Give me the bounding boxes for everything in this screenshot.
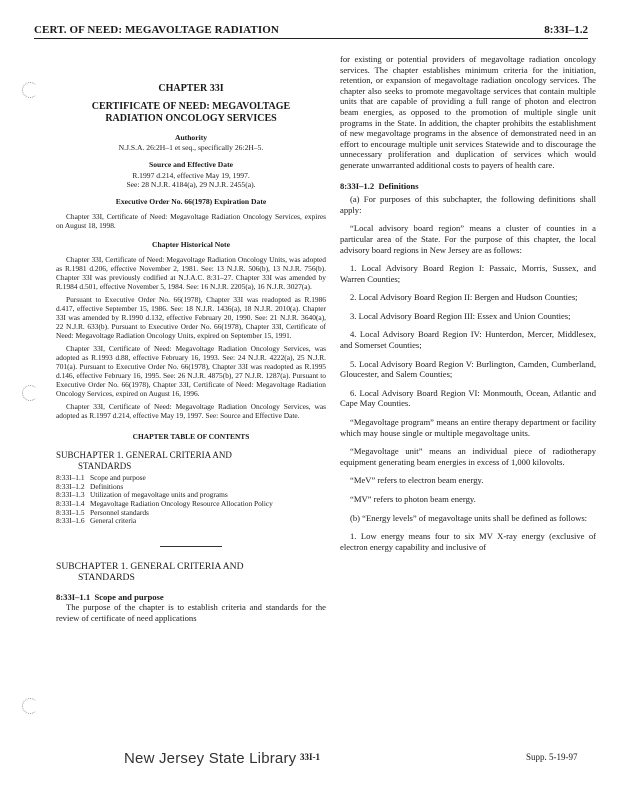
source-line: R.1997 d.214, effective May 19, 1997. bbox=[132, 170, 250, 180]
left-column bbox=[56, 54, 326, 624]
region-item: 3. Local Advisory Board Region III: Essex and Union Counties; bbox=[350, 310, 571, 321]
library-stamp: New Jersey State Library bbox=[124, 750, 297, 767]
chapter-title: CERTIFICATE OF NEED: MEGAVOLTAGE RADIATION ONCOLOGY SERVICES bbox=[91, 100, 291, 124]
historical-note bbox=[56, 255, 326, 420]
region-item: 2. Local Advisory Board Region II: Bergen and Hudson Counties; bbox=[350, 292, 578, 303]
toc-item[interactable]: 8:33I–1.2 Definitions bbox=[56, 481, 124, 491]
source-line: See: 28 N.J.R. 4184(a), 29 N.J.R. 2455(a). bbox=[126, 180, 256, 190]
definition-mev: “MeV” refers to electron beam energy. bbox=[350, 475, 484, 486]
punch-hole-mark bbox=[22, 82, 38, 98]
region-item: 5. Local Advisory Board Region V: Burlington, Camden, Cumberland, Gloucester, and Salem Counties; bbox=[340, 358, 596, 380]
section-body: The purpose of the chapter is to establish criteria and standards for the review of certificate of need applications bbox=[56, 602, 326, 623]
history-paragraph: Pursuant to Executive Order No. 66(1978), Chapter 33I was readopted as R.1986 d.417, effective September 15, 1986. See: 18 N.J.R. 1436(a), 18 N.J.R. 2010(a). Chapter 33I was amended by R.1990 d.132, effective February 20, 1990. See: 21 N.J.R. 3640(a), 22 N.J.R. 633(b). Pursuant to Executive Order No. 66(1978), Chapter 33I, Certificate of Need: Megavoltage Radiation Oncology Units, expired on September 15, 1991. bbox=[56, 294, 326, 340]
executive-order-text: Chapter 33I, Certificate of Need: Megavoltage Radiation Oncology Services, expires on August 18, 1998. bbox=[56, 211, 326, 230]
toc-item[interactable]: 8:33I–1.5 Personnel standards bbox=[56, 507, 149, 517]
executive-order-heading: Executive Order No. 66(1978) Expiration Date bbox=[115, 197, 267, 207]
header-rule bbox=[34, 38, 588, 39]
section-heading: 8:33I–1.2 Definitions bbox=[340, 180, 419, 191]
definition-unit: “Megavoltage unit” means an individual piece of radiotherapy equipment generating beam energies in excess of 1,000 kilovolts. bbox=[340, 446, 596, 467]
toc-item[interactable]: 8:33I–1.3 Utilization of megavoltage units and programs bbox=[56, 490, 228, 500]
section-heading: 8:33I–1.1 Scope and purpose bbox=[56, 591, 164, 602]
region-item: 6. Local Advisory Board Region VI: Monmouth, Ocean, Atlantic and Cape May Counties. bbox=[340, 387, 596, 409]
toc-list bbox=[56, 474, 326, 526]
section-divider bbox=[160, 546, 222, 547]
subchapter-heading: SUBCHAPTER 1. GENERAL CRITERIA AND STANDARDS bbox=[56, 560, 244, 583]
supplement-date: Supp. 5-19-97 bbox=[526, 752, 578, 762]
history-paragraph: Chapter 33I, Certificate of Need: Megavoltage Radiation Oncology Units, was adopted as R.1981 d.206, effective November 2, 1981. See: 13 N.J.R. 506(b), 13 N.J.R. 756(b). Chapter 33I was previously codified at N.J.A.C. 8:31–27. Chapter 33I was amended by R.1984 d.501, effective November 5, 1984. See: 16 N.J.R. 2205(a), 16 N.J.R. 3027(a). bbox=[56, 254, 326, 291]
definition-region: “Local advisory board region” means a cluster of counties in a particular area of the State. For the purpose of this chapter, the local advisory board regions in New Jersey are as follows: bbox=[340, 223, 596, 255]
region-item: 4. Local Advisory Board Region IV: Hunterdon, Mercer, Middlesex, and Somerset Counties; bbox=[340, 329, 596, 351]
scope-paragraph-continued: for existing or potential providers of megavoltage radiation oncology services. The chapter establishes minimum criteria for the initiation, retention, or expansion of megavoltage radiation oncology services. The chapter also seeks to promote megavoltage services that contain multiple units that are capable of providing a full range of photon and electron beam energies, as opposed to the promotion of multiple single unit programs in the State. In addition, the chapter prohibits the establishment of new megavoltage programs in the absence of demonstrated need in an effort to encourage multiple unit services Statewide and to discourage the unnecessary proliferation and duplication of services which would generate unwarranted additional costs to payers of health care. bbox=[340, 54, 596, 170]
authority-text: N.J.S.A. 26:2H–1 et seq., specifically 26:2H–5. bbox=[118, 143, 264, 153]
definitions-intro: (a) For purposes of this subchapter, the following definitions shall apply: bbox=[340, 194, 596, 215]
source-heading: Source and Effective Date bbox=[148, 160, 233, 170]
history-paragraph: Chapter 33I, Certificate of Need: Megavoltage Radiation Oncology Services, was adopted as R.1993 d.88, effective February 16, 1993. See: 24 N.J.R. 4222(a), 25 N.J.R. 701(a). Pursuant to Executive Order No. 66(1978), Chapter 33I was readopted as R.1995 d.146, effective February 16, 1995. See: 26 N.J.R. 4875(b), 27 N.J.R. 1287(a). Pursuant to Executive Order No. 66(1978), Chapter 33I, Certificate of Need: Megavoltage Radiation Oncology Services, expired on August 16, 1996. bbox=[56, 343, 326, 398]
page-number: 33I-1 bbox=[300, 752, 320, 762]
region-item: 1. Local Advisory Board Region I: Passaic, Morris, Sussex, and Warren Counties; bbox=[340, 263, 596, 284]
toc-subchapter: SUBCHAPTER 1. GENERAL CRITERIA AND STANDARDS bbox=[56, 450, 232, 471]
definition-energy-levels: (b) “Energy levels” of megavoltage units shall be defined as follows: bbox=[350, 512, 588, 523]
definition-mv: “MV” refers to photon beam energy. bbox=[350, 494, 476, 504]
toc-heading: CHAPTER TABLE OF CONTENTS bbox=[132, 431, 250, 441]
punch-hole-mark bbox=[22, 698, 38, 714]
running-header-title: CERT. OF NEED: MEGAVOLTAGE RADIATION bbox=[34, 24, 279, 36]
right-column bbox=[340, 54, 596, 552]
toc-item[interactable]: 8:33I–1.4 Megavoltage Radiation Oncology Resource Allocation Policy bbox=[56, 498, 273, 508]
toc-item[interactable]: 8:33I–1.6 General criteria bbox=[56, 516, 137, 526]
authority-heading: Authority bbox=[174, 132, 208, 142]
punch-hole-mark bbox=[22, 385, 38, 401]
history-paragraph: Chapter 33I, Certificate of Need: Megavoltage Radiation Oncology Services, was adopted as R.1997 d.214, effective May 19, 1997. See: Source and Effective Date. bbox=[56, 401, 326, 420]
definition-low-energy: 1. Low energy means four to six MV X-ray energy (exclusive of electron energy capability and inclusive of bbox=[340, 531, 596, 552]
chapter-number: CHAPTER 33I bbox=[158, 83, 224, 94]
historical-note-heading: Chapter Historical Note bbox=[152, 239, 230, 249]
running-header-section: 8:33I–1.2 bbox=[544, 24, 588, 36]
definition-program: “Megavoltage program” means an entire therapy department or facility which may house single or multiple megavoltage units. bbox=[340, 417, 596, 438]
toc-item[interactable]: 8:33I–1.1 Scope and purpose bbox=[56, 473, 146, 483]
